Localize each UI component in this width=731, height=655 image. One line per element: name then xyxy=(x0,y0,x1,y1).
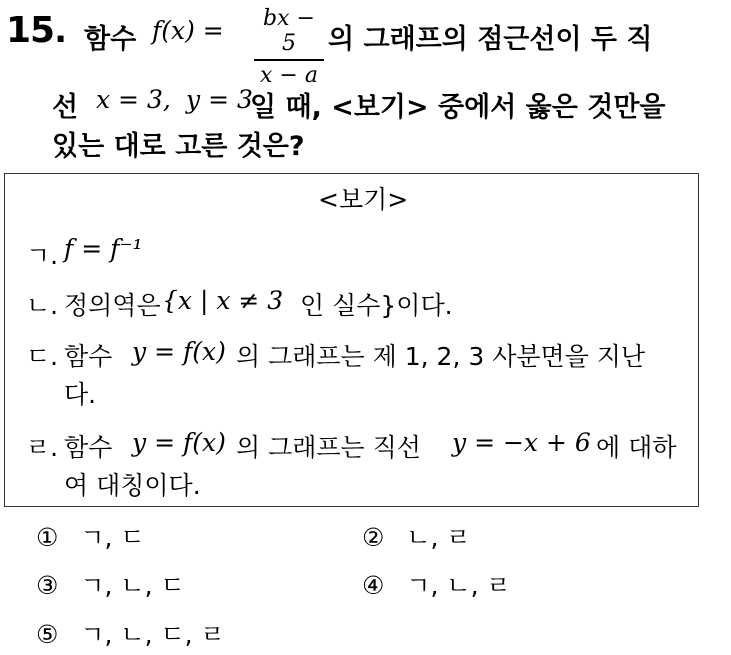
bogi-item-text: 인 실수}이다. xyxy=(300,291,453,320)
function-fraction xyxy=(254,6,324,88)
bogi-item-math: y = f(x) xyxy=(132,428,226,457)
choice-label: ㄱ, ㄷ xyxy=(80,523,145,552)
bogi-item-mark: ㄹ. xyxy=(26,433,59,462)
bogi-item-math-line: y = −x + 6 xyxy=(452,428,591,457)
question-line1-suffix: 의 그래프의 점근선이 두 직 xyxy=(328,24,653,55)
bogi-title: <보기> xyxy=(318,185,409,214)
choice-number: ③ xyxy=(36,571,59,600)
fraction-denominator: x − a xyxy=(260,62,318,88)
choice-number: ① xyxy=(36,523,59,552)
bogi-item-math: f = f⁻¹ xyxy=(64,234,143,263)
bogi-item-math: y = f(x) xyxy=(132,337,226,366)
fraction-numerator: bx − 5 xyxy=(263,6,315,56)
question-line2-suffix: 일 때, <보기> 중에서 옳은 것만을 xyxy=(250,92,666,123)
bogi-item-text: 의 그래프는 직선 xyxy=(236,433,421,462)
question-line1-prefix: 함수 xyxy=(84,24,137,55)
choice-label: ㄱ, ㄴ, ㄹ xyxy=(406,571,511,600)
choice-1[interactable] xyxy=(36,518,145,554)
bogi-item-continuation: 다. xyxy=(64,380,97,409)
asymptote-y: y = 3 xyxy=(186,85,253,114)
choice-number: ② xyxy=(362,523,385,552)
asymptote-x: x = 3, xyxy=(96,85,171,114)
choice-label: ㄱ, ㄴ, ㄷ xyxy=(80,571,185,600)
choice-number: ⑤ xyxy=(36,620,59,649)
choice-label: ㄱ, ㄴ, ㄷ, ㄹ xyxy=(80,620,225,649)
bogi-item-mark: ㄴ. xyxy=(26,291,59,320)
choice-3[interactable] xyxy=(36,566,185,602)
bogi-item-pre: 함수 xyxy=(64,342,113,371)
choice-5[interactable] xyxy=(36,615,225,651)
choice-label: ㄴ, ㄹ xyxy=(406,523,471,552)
bogi-item-text: 의 그래프는 제 1, 2, 3 사분면을 지난 xyxy=(236,342,646,371)
choice-4[interactable] xyxy=(362,566,511,602)
bogi-item-mark: ㄱ. xyxy=(26,241,59,270)
choice-2[interactable] xyxy=(362,518,471,554)
bogi-item-mark: ㄷ. xyxy=(26,342,59,371)
bogi-item-pre: 함수 xyxy=(64,433,113,462)
choice-number: ④ xyxy=(362,571,385,600)
question-line2-prefix: 선 xyxy=(52,92,79,123)
bogi-item-math: {x | x ≠ 3 xyxy=(162,286,284,315)
question-number: 15. xyxy=(6,10,67,51)
bogi-item-text2: 에 대하 xyxy=(596,433,677,462)
bogi-item-pre: 정의역은 xyxy=(64,291,161,320)
bogi-item-continuation: 여 대칭이다. xyxy=(64,471,201,500)
fraction-bar xyxy=(254,59,324,61)
function-lhs: f(x) = xyxy=(152,16,224,45)
question-line3: 있는 대로 고른 것은? xyxy=(52,131,305,162)
